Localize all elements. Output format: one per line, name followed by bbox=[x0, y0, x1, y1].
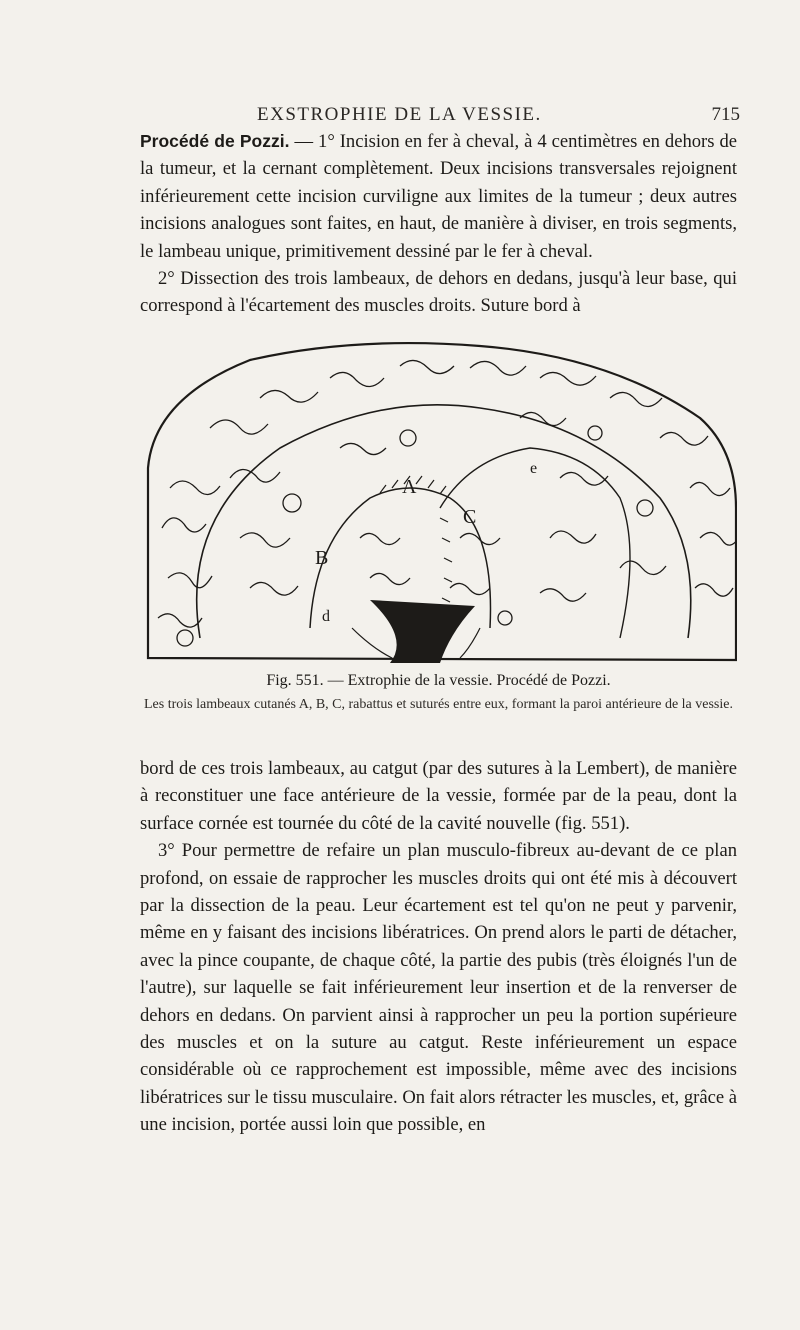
text-block-top bbox=[140, 128, 737, 320]
exstrophy-drawing bbox=[140, 338, 737, 663]
label-a: A bbox=[402, 476, 417, 498]
running-head bbox=[140, 100, 740, 130]
mucosa-texture bbox=[158, 360, 737, 646]
caption-title: Fig. 551. — Extrophie de la vessie. Procédé de Pozzi. bbox=[266, 672, 611, 689]
label-c: C bbox=[463, 506, 477, 528]
figure-illustration bbox=[140, 338, 737, 663]
label-b: B bbox=[315, 547, 329, 569]
paragraph-1 bbox=[140, 128, 737, 265]
label-e: e bbox=[530, 460, 538, 477]
figure-caption bbox=[140, 670, 737, 714]
paragraph-2-continued: bord de ces trois lambeaux, au catgut (par des sutures à la Lembert), de manière à reconstituer une face antérieure de la vessie, formée par de la peau, dont la surface cornée est tournée du côté de la cavité nouvelle (fig. 551). bbox=[140, 758, 737, 834]
running-title: EXSTROPHIE DE LA VESSIE. bbox=[257, 104, 542, 125]
caption-detail: Les trois lambeaux cutanés A, B, C, rabattus et suturés entre eux, formant la paroi antérieure de la vessie. bbox=[144, 697, 733, 712]
hatched-base bbox=[352, 600, 480, 663]
text-block-bottom bbox=[140, 755, 737, 1139]
paragraph-1-text: — 1° Incision en fer à cheval, à 4 centimètres en dehors de la tumeur, et la cernant complètement. Deux incisions transversales rejoignent inférieurement cette incision curviligne aux limites de la tumeur ; deux autres incisions analogues sont faites, en haut, de manière à diviser, en trois segments, le lambeau unique, primitivement dessiné par le fer à cheval. bbox=[140, 131, 737, 262]
section-heading: Procédé de Pozzi. bbox=[140, 131, 290, 151]
paragraph-2: 2° Dissection des trois lambeaux, de dehors en dedans, jusqu'à leur base, qui correspond à l'écartement des muscles droits. Suture bord à bbox=[140, 268, 737, 317]
page-number: 715 bbox=[711, 104, 740, 125]
label-d: d bbox=[322, 608, 330, 625]
paragraph-3: 3° Pour permettre de refaire un plan musculo-fibreux au-devant de ce plan profond, on essaie de rapprocher les muscles droits qui ont été mis à découvert par la dissection de la peau. Leur écartement est tel qu'on ne peut y parvenir, même en y faisant des incisions libératrices. On prend alors le parti de détacher, avec la pince coupante, de chaque côté, la partie des pubis (très éloignés l'un de l'autre), sur laquelle se fait inférieurement leur insertion et de la renverser de dehors en dedans. On parvient ainsi à rapprocher un peu la portion supérieure des muscles et on la suture au catgut. Reste inférieurement un espace considérable où ce rapprochement est impossible, même avec des incisions libératrices sur le tissu musculaire. On fait alors rétracter les muscles, et, grâce à une incision, portée aussi loin que possible, en bbox=[140, 840, 737, 1136]
flap-outline bbox=[197, 405, 691, 638]
